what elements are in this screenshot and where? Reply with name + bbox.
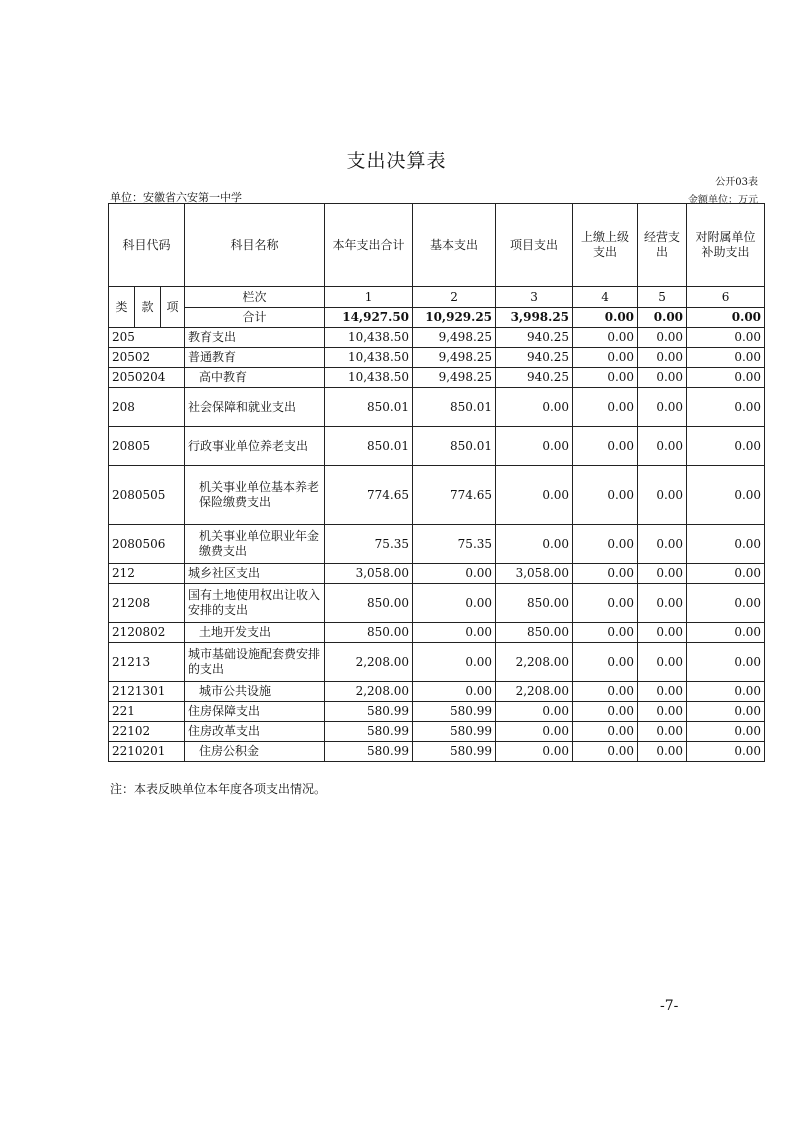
total-v6: 0.00 [687,308,765,328]
row-v6: 0.00 [687,623,765,643]
header-kuan: 款 [135,287,161,328]
row-v6: 0.00 [687,564,765,584]
row-code: 2210201 [109,742,185,762]
row-code: 2080505 [109,466,185,525]
row-v1: 850.00 [325,623,413,643]
row-v1: 580.99 [325,702,413,722]
row-name: 城市基础设施配套费安排的支出 [185,643,325,682]
table-row [109,525,765,564]
row-v1: 10,438.50 [325,348,413,368]
table-row [109,427,765,466]
row-v2: 0.00 [413,564,496,584]
row-v3: 2,208.00 [496,682,573,702]
expenditure-table [108,203,765,762]
row-name: 国有土地使用权出让收入安排的支出 [185,584,325,623]
row-v3: 850.00 [496,584,573,623]
row-v6: 0.00 [687,348,765,368]
row-v2: 0.00 [413,584,496,623]
row-v3: 940.25 [496,368,573,388]
row-v3: 0.00 [496,722,573,742]
row-v3: 0.00 [496,742,573,762]
row-name: 教育支出 [185,328,325,348]
row-v2: 580.99 [413,742,496,762]
row-v5: 0.00 [638,348,687,368]
col-number-6: 6 [687,287,765,308]
row-name: 城市公共设施 [185,682,325,702]
row-name: 机关事业单位职业年金缴费支出 [185,525,325,564]
row-v1: 3,058.00 [325,564,413,584]
row-v4: 0.00 [573,742,638,762]
row-name: 住房公积金 [185,742,325,762]
row-v5: 0.00 [638,584,687,623]
row-code: 22102 [109,722,185,742]
page-number: -7- [660,998,679,1014]
header-lanci: 栏次 [185,287,325,308]
row-v2: 9,498.25 [413,368,496,388]
row-v1: 850.00 [325,584,413,623]
row-v4: 0.00 [573,388,638,427]
row-code: 2080506 [109,525,185,564]
col-number-2: 2 [413,287,496,308]
col-number-5: 5 [638,287,687,308]
row-v4: 0.00 [573,722,638,742]
row-v5: 0.00 [638,466,687,525]
row-v6: 0.00 [687,427,765,466]
row-v5: 0.00 [638,368,687,388]
row-code: 212 [109,564,185,584]
row-v4: 0.00 [573,682,638,702]
row-code: 21208 [109,584,185,623]
row-v4: 0.00 [573,564,638,584]
row-v5: 0.00 [638,742,687,762]
row-name: 城乡社区支出 [185,564,325,584]
table-row [109,388,765,427]
row-v4: 0.00 [573,702,638,722]
row-code: 2120802 [109,623,185,643]
header-subsidy: 对附属单位补助支出 [687,204,765,287]
row-v6: 0.00 [687,466,765,525]
table-row [109,722,765,742]
row-v4: 0.00 [573,348,638,368]
row-v4: 0.00 [573,328,638,348]
row-v1: 2,208.00 [325,643,413,682]
row-v4: 0.00 [573,584,638,623]
column-number-row [109,287,765,308]
page-title: 支出决算表 [346,150,447,172]
row-name: 社会保障和就业支出 [185,388,325,427]
row-v1: 580.99 [325,722,413,742]
header-row [109,204,765,287]
row-v4: 0.00 [573,623,638,643]
row-v6: 0.00 [687,328,765,348]
row-v3: 850.00 [496,623,573,643]
row-code: 2121301 [109,682,185,702]
form-code: 公开03表 [715,177,758,188]
col-number-4: 4 [573,287,638,308]
table-note: 注：本表反映单位本年度各项支出情况。 [110,782,327,796]
col-number-3: 3 [496,287,573,308]
header-code: 科目代码 [109,204,185,287]
row-v1: 10,438.50 [325,368,413,388]
header-name: 科目名称 [185,204,325,287]
row-v1: 75.35 [325,525,413,564]
row-code: 208 [109,388,185,427]
row-v1: 850.01 [325,388,413,427]
row-v6: 0.00 [687,722,765,742]
row-v6: 0.00 [687,742,765,762]
row-v2: 0.00 [413,623,496,643]
row-v1: 774.65 [325,466,413,525]
row-name: 高中教育 [185,368,325,388]
row-name: 住房保障支出 [185,702,325,722]
row-v3: 0.00 [496,525,573,564]
row-v2: 0.00 [413,643,496,682]
row-v5: 0.00 [638,722,687,742]
row-v2: 0.00 [413,682,496,702]
row-name: 普通教育 [185,348,325,368]
row-name: 土地开发支出 [185,623,325,643]
row-v1: 10,438.50 [325,328,413,348]
row-code: 20502 [109,348,185,368]
row-name: 住房改革支出 [185,722,325,742]
row-v1: 850.01 [325,427,413,466]
table-row [109,564,765,584]
header-lei: 类 [109,287,135,328]
header-total: 本年支出合计 [325,204,413,287]
row-v6: 0.00 [687,682,765,702]
row-v2: 580.99 [413,702,496,722]
row-v3: 2,208.00 [496,643,573,682]
row-v5: 0.00 [638,564,687,584]
total-v4: 0.00 [573,308,638,328]
row-v2: 9,498.25 [413,348,496,368]
row-v6: 0.00 [687,584,765,623]
table-row [109,682,765,702]
row-v4: 0.00 [573,466,638,525]
row-code: 221 [109,702,185,722]
table-row [109,466,765,525]
row-v5: 0.00 [638,525,687,564]
unit-label: 单位：安徽省六安第一中学 [110,191,242,204]
row-v2: 75.35 [413,525,496,564]
row-v6: 0.00 [687,702,765,722]
row-v1: 580.99 [325,742,413,762]
table-row [109,348,765,368]
row-name: 行政事业单位养老支出 [185,427,325,466]
table-row [109,643,765,682]
row-v5: 0.00 [638,682,687,702]
total-v5: 0.00 [638,308,687,328]
row-v3: 3,058.00 [496,564,573,584]
row-v4: 0.00 [573,368,638,388]
row-v5: 0.00 [638,388,687,427]
row-v4: 0.00 [573,427,638,466]
row-v4: 0.00 [573,643,638,682]
row-v5: 0.00 [638,427,687,466]
total-v2: 10,929.25 [413,308,496,328]
header-business: 经营支出 [638,204,687,287]
row-v3: 0.00 [496,427,573,466]
table-row [109,328,765,348]
row-v3: 940.25 [496,328,573,348]
header-basic: 基本支出 [413,204,496,287]
header-project: 项目支出 [496,204,573,287]
header-xiang: 项 [161,287,185,328]
row-name: 机关事业单位基本养老保险缴费支出 [185,466,325,525]
col-number-1: 1 [325,287,413,308]
header-upper: 上缴上级支出 [573,204,638,287]
table-row [109,368,765,388]
row-v2: 9,498.25 [413,328,496,348]
total-row [109,308,765,328]
row-v2: 580.99 [413,722,496,742]
total-v1: 14,927.50 [325,308,413,328]
row-v5: 0.00 [638,702,687,722]
total-v3: 3,998.25 [496,308,573,328]
row-v5: 0.00 [638,623,687,643]
row-code: 21213 [109,643,185,682]
row-v2: 850.01 [413,427,496,466]
table-row [109,623,765,643]
row-v4: 0.00 [573,525,638,564]
row-code: 205 [109,328,185,348]
table-row [109,742,765,762]
row-code: 20805 [109,427,185,466]
table-row [109,584,765,623]
row-code: 2050204 [109,368,185,388]
total-label: 合计 [185,308,325,328]
table-row [109,702,765,722]
row-v3: 0.00 [496,702,573,722]
row-v5: 0.00 [638,328,687,348]
row-v6: 0.00 [687,368,765,388]
row-v2: 774.65 [413,466,496,525]
row-v3: 940.25 [496,348,573,368]
row-v2: 850.01 [413,388,496,427]
row-v5: 0.00 [638,643,687,682]
amount-unit-label: 金额单位：万元 [688,195,758,206]
row-v6: 0.00 [687,388,765,427]
row-v1: 2,208.00 [325,682,413,702]
row-v6: 0.00 [687,525,765,564]
row-v3: 0.00 [496,466,573,525]
row-v3: 0.00 [496,388,573,427]
row-v6: 0.00 [687,643,765,682]
